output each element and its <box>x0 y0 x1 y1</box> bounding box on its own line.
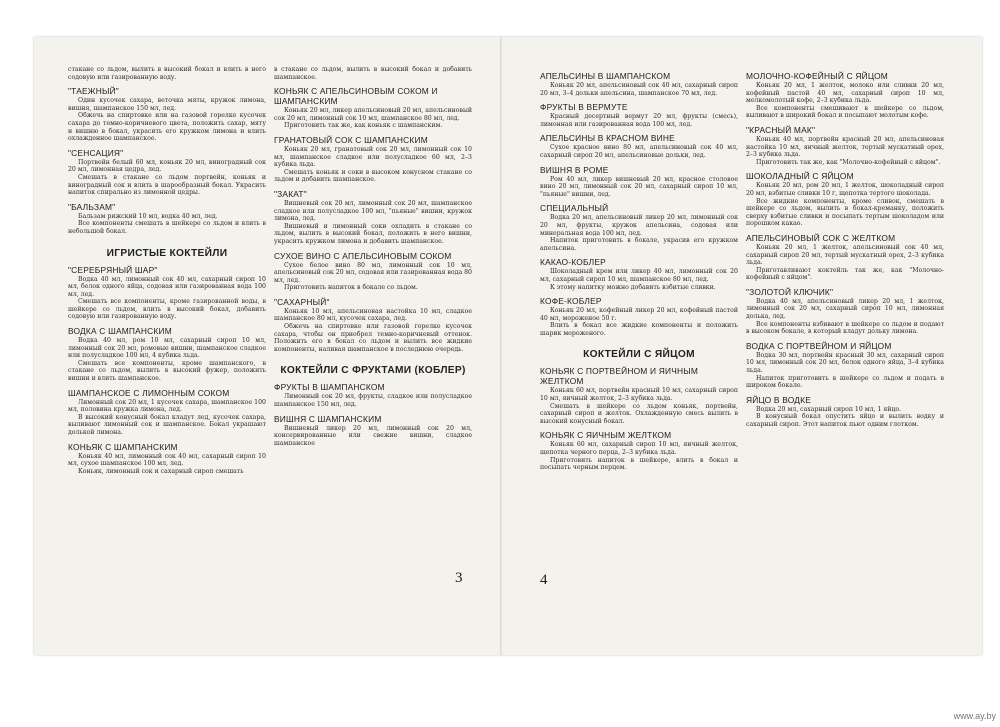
recipe-text: Водка 40 мл, ром 10 мл, сахарный сироп 10 мл, лимонный сок 20 мл, ромовые вишни, шампанское сладкое или полусладкое 100 мл, 4 кубика льда. <box>68 337 266 360</box>
recipe-title: "БАЛЬЗАМ" <box>68 201 116 212</box>
recipe-text: Сухое белое вино 80 мл, лимонный сок 10 мл, апельсиновый сок 20 мл, содовая или газированная вода 80 мл, лед. <box>274 261 472 284</box>
recipe-title: ВОДКА С ШАМПАНСКИМ <box>68 326 172 337</box>
recipe-text: Все компоненты смешать в шейкере со льдом и влить в небольшой бокал. <box>68 220 266 235</box>
recipe-text: Влить в бокал все жидкие компоненты и положить шарик мороженого. <box>540 322 738 337</box>
recipe-text: Смешать в шейкере со льдом коньяк, портвейн, сахарный сироп и желток. Охлажденную смесь вылить в высокий конусный бокал. <box>540 402 738 425</box>
page3-column-left <box>68 66 266 475</box>
recipe-title: ВИШНЯ В РОМЕ <box>540 164 609 175</box>
recipe-text: Приготовить напиток в бокале со льдом. <box>284 284 418 292</box>
recipe-title: "ТАЕЖНЫЙ" <box>68 86 119 97</box>
recipe-title: КАКАО-КОБЛЕР <box>540 257 606 268</box>
recipe-text: Один кусочек сахара, веточка мяты, кружок лимона, вишня, шампанское 150 мл, лед. <box>68 97 266 112</box>
recipe-text: Водка 40 мл, лимонный сок 40 мл, сахарный сироп 10 мл, белок одного яйца, содовая или газированная вода 100 мл, лед. <box>68 275 266 298</box>
page4-column-left <box>540 66 738 472</box>
recipe-title: КОНЬЯК С ПОРТВЕЙНОМ И ЯИЧНЫМ ЖЕЛТКОМ <box>540 366 699 387</box>
recipe-title: МОЛОЧНО-КОФЕЙНЫЙ С ЯЙЦОМ <box>746 71 888 81</box>
recipe-title: КОНЬЯК С АПЕЛЬСИНОВЫМ СОКОМ И ШАМПАНСКИМ <box>274 86 438 107</box>
recipe-text: Приготовить так же, как коньяк с шампанским. <box>284 122 443 130</box>
page3-column-right <box>274 66 472 447</box>
recipe-title: СПЕЦИАЛЬНЫЙ <box>540 203 609 214</box>
recipe-title: ШОКОЛАДНЫЙ С ЯЙЦОМ <box>746 171 854 182</box>
recipe-text: Водка 20 мл, апельсиновый ликер 20 мл, лимонный сок 20 мл, фрукты, кружок апельсина, содовая или минеральная вода 100 мл, лед. <box>540 214 738 237</box>
recipe-text: в стакане со льдом, вылить в высокий бокал и добавить шампанское. <box>274 66 472 81</box>
recipe-title: СУХОЕ ВИНО С АПЕЛЬСИНОВЫМ СОКОМ <box>274 250 452 261</box>
recipe-title: "ЗАКАТ" <box>274 188 307 199</box>
recipe-text: В конусный бокал опустить яйцо и вылить водку и сахарный сироп. Этот напиток пьют одним глотком. <box>746 413 944 428</box>
recipe-title: "САХАРНЫЙ" <box>274 296 330 307</box>
recipe-title: АПЕЛЬСИНОВЫЙ СОК С ЖЕЛТКОМ <box>746 232 896 243</box>
recipe-title: ГРАНАТОВЫЙ СОК С ШАМПАНСКИМ <box>274 134 428 145</box>
recipe-text: Вишневый и лимонный соки охладить в стакане со льдом, вылить в высокий бокал, положить в него вишни, украсить кружком лимона и добавить шампанское. <box>274 222 472 245</box>
recipe-text: Портвейн белый 60 мл, коньяк 20 мл, виноградный сок 20 мл, лимонная цедра, лед. <box>68 158 266 174</box>
recipe-text: Бальзам рижский 10 мл, водка 40 мл, лед. <box>78 212 218 220</box>
recipe-text: Приготовить напиток в шейкере, влить в бокал и посыпать черным перцем. <box>540 456 738 472</box>
recipe-title: ВИШНЯ С ШАМПАНСКИМ <box>274 413 382 424</box>
section-heading: КОКТЕЙЛИ С ЯЙЦОМ <box>583 349 695 361</box>
recipe-text: Смешать все компоненты, кроме газированной воды, в шейкере со льдом, влить в высокий бокал, добавить содовую или газированную воду. <box>68 298 266 321</box>
recipe-text: Все жидкие компоненты, кроме сливок, смешать в шейкере со льдом, вылить в бокал-креманку, положить сверху взбитые сливки и посыпать тертым шоколадом или порошком какао. <box>746 197 944 228</box>
recipe-text: Коньяк 60 мл, портвейн красный 10 мл, сахарный сироп 10 мл, яичный желток, 2–3 кубика льда. <box>540 387 738 403</box>
recipe-text: Все компоненты смешивают в шейкере со льдом, выливают в широкий бокал и посыпают молотым кофе. <box>746 104 944 120</box>
recipe-title: ШАМПАНСКОЕ С ЛИМОННЫМ СОКОМ <box>68 387 230 398</box>
recipe-text: Коньяк 10 мл, апельсиновая настойка 10 мл, сладкое шампанское 80 мл, кусочек сахара, лед. <box>274 307 472 323</box>
recipe-title: КОФЕ-КОБЛЕР <box>540 296 602 307</box>
recipe-text: Вишневый сок 20 мл, лимонный сок 20 мл, шампанское сладкое или полусладкое 100 мл, "пьяные" вишни, кружок лимона, лед. <box>274 199 472 223</box>
recipe-text: Лимонный сок 20 мл, 1 кусочек сахара, шампанское 100 мл, половина кружка лимона, лед. <box>68 398 266 414</box>
recipe-text: Коньяк, лимонный сок и сахарный сироп смешать <box>78 467 244 475</box>
recipe-title: АПЕЛЬСИНЫ В КРАСНОМ ВИНЕ <box>540 133 675 144</box>
recipe-text: Красный десертный вермут 20 мл, фрукты (смесь), лимонная или газированная вода 100 мл, лед. <box>540 113 738 128</box>
section-heading: ИГРИСТЫЕ КОКТЕЙЛИ <box>106 247 228 259</box>
recipe-text: Обжечь на спиртовке или на газовой горелке кусочек сахара до темно-коричневого цвета, положить сахар, мяту и вишню в бокал, украсить его кружком лимона и влить охлажденное шампанское. <box>68 112 266 143</box>
recipe-text: Смешать в стакане со льдом портвейн, коньяк и виноградный сок и влить в шарообразный бокал. Украсить напиток спирально из лимонной цедры. <box>68 173 266 197</box>
recipe-text: Смешать коньяк и соки в высоком конусном стакане со льдом и добавить шампанское. <box>274 168 472 184</box>
recipe-text: Водка 40 мл, апельсиновый ликер 20 мл, 1 желток, лимонный сок 20 мл, сахарный сироп 10 мл, лимонная долька, лед. <box>746 297 944 321</box>
recipe-text: Лимонный сок 20 мл, фрукты, сладкое или полусладкое шампанское 150 мл, лед. <box>274 393 472 409</box>
recipe-text: Коньяк 40 мл, лимонный сок 40 мл, сахарный сироп 10 мл, сухое шампанское 100 мл, лед. <box>68 452 266 468</box>
recipe-text: Коньяк 20 мл, ликер апельсиновый 20 мл, апельсиновый сок 20 мл, лимонный сок 10 мл, шампанское 80 мл, лед. <box>274 107 472 122</box>
recipe-title: "ЗОЛОТОЙ КЛЮЧИК" <box>746 286 834 297</box>
recipe-text: Коньяк 40 мл, портвейн красный 20 мл, апельсиновая настойка 10 мл, яичный желток, тертый мускатный орех, 2–3 кубика льда. <box>746 135 944 159</box>
recipe-text: Приготавливают коктейль так же, как "Молочно-кофейный с яйцом". <box>746 266 944 282</box>
recipe-title: КОНЬЯК С ШАМПАНСКИМ <box>68 441 178 452</box>
page-number-3: 3 <box>455 570 463 586</box>
recipe-text: Коньяк 20 мл, ром 20 мл, 1 желток, шоколадный сироп 20 мл, взбитые сливки 10 г, щепотка тертого шоколада. <box>746 182 944 197</box>
recipe-text: Приготовить так же, как "Молочно-кофейный с яйцом". <box>756 158 941 166</box>
recipe-text: К этому напитку можно добавить взбитые сливки. <box>550 283 716 291</box>
recipe-title: ЯЙЦО В ВОДКЕ <box>746 394 812 405</box>
recipe-text: Вишневый ликер 20 мл, лимонный сок 20 мл, консервированные или свежие вишни, сладкое шампанское <box>274 424 472 447</box>
recipe-title: ВОДКА С ПОРТВЕЙНОМ И ЯЙЦОМ <box>746 340 892 351</box>
recipe-text: стакане со льдом, вылить в высокий бокал и влить в него содовую или газированную воду. <box>68 66 266 81</box>
recipe-title: "СЕНСАЦИЯ" <box>68 147 124 158</box>
recipe-text: Ром 40 мл, ликер вишневый 20 мл, красное столовое вино 20 мл, лимонный сок 20 мл, сахарный сироп 10 мл, "пьяные" вишни, лед. <box>540 175 738 198</box>
recipe-text: В высокий конусный бокал кладут лед, кусочек сахара, выливают лимонный сок и шампанское. Бокал украшают долькой лимона. <box>68 413 266 436</box>
recipe-text: Коньяк 20 мл, 1 желток, апельсиновый сок 40 мл, сахарный сироп 20 мл, тертый мускатный орех, 2–3 кубика льда. <box>746 243 944 267</box>
recipe-text: Все компоненты взбивают в шейкере со льдом и подают в высоком бокале, в который кладут дольку лимона. <box>746 320 944 336</box>
recipe-title: КОНЬЯК С ЯИЧНЫМ ЖЕЛТКОМ <box>540 430 672 441</box>
recipe-text: Водка 20 мл, сахарный сироп 10 мл, 1 яйцо. <box>756 405 902 413</box>
recipe-title: ФРУКТЫ В ВЕРМУТЕ <box>540 102 628 113</box>
recipe-text: Коньяк 20 мл, апельсиновый сок 40 мл, сахарный сироп 20 мл, 3–4 дольки апельсина, шампанское 70 мл, лед. <box>540 82 738 97</box>
recipe-text: Напиток приготовить в шейкере со льдом и подать в широком бокале. <box>746 374 944 390</box>
recipe-text: Смешать все компоненты, кроме шампанского, в стакане со льдом, вылить в высокий фужер, положить вишни и влить шампанское. <box>68 359 266 383</box>
recipe-title: ФРУКТЫ В ШАМПАНСКОМ <box>274 382 385 393</box>
recipe-text: Коньяк 20 мл, 1 желток, молоко или сливки 20 мл, кофейный пастой 40 мл, сахарный сироп 10 мл, мелкомолотый кофе, 2–3 кубика льда. <box>746 82 944 105</box>
recipe-text: Коньяк 60 мл, сахарный сироп 10 мл, яичный желток, щепотка черного перца, 2–3 кубика льда. <box>540 441 738 457</box>
page-number-4: 4 <box>540 572 548 588</box>
recipe-text: Коньяк 20 мл, кофейный ликер 20 мл, кофейный пастой 40 мл, мороженое 50 г. <box>540 307 738 322</box>
page4-column-right <box>746 66 944 429</box>
recipe-title: АПЕЛЬСИНЫ В ШАМПАНСКОМ <box>540 71 671 81</box>
watermark: www.ay.by <box>953 711 996 721</box>
recipe-text: Водка 30 мл, портвейн красный 30 мл, сахарный сироп 10 мл, лимонный сок 20 мл, белок одного яйца, 3–4 кубика льда. <box>746 351 944 375</box>
recipe-text: Коньяк 20 мл, гранатовый сок 20 мл, лимонный сок 10 мл, шампанское сладкое или полусладкое 60 мл, 2–3 кубика льда. <box>274 145 472 169</box>
recipe-text: Сухое красное вино 80 мл, апельсиновый сок 40 мл, сахарный сироп 20 мл, апельсиновые дольки, лед. <box>540 144 738 159</box>
recipe-text: Обжечь на спиртовке или газовой горелке кусочек сахара, чтобы он приобрел темно-коричневый оттенок. Положить его в бокал со льдом и вылить все жидкие компоненты, наливая шампанское в последнюю очередь. <box>274 323 472 353</box>
section-heading: КОКТЕЙЛИ С ФРУКТАМИ (КОБЛЕР) <box>280 365 466 377</box>
center-fold <box>500 37 502 655</box>
recipe-text: Шоколадный крем или ликер 40 мл, лимонный сок 20 мл, сахарный сироп 10 мл, шампанское 80 мл, лед. <box>540 268 738 283</box>
recipe-title: "КРАСНЫЙ МАК" <box>746 124 816 135</box>
recipe-title: "СЕРЕБРЯНЫЙ ШАР" <box>68 264 158 275</box>
recipe-text: Напиток приготовить в бокале, украсив его кружком апельсина. <box>540 237 738 252</box>
